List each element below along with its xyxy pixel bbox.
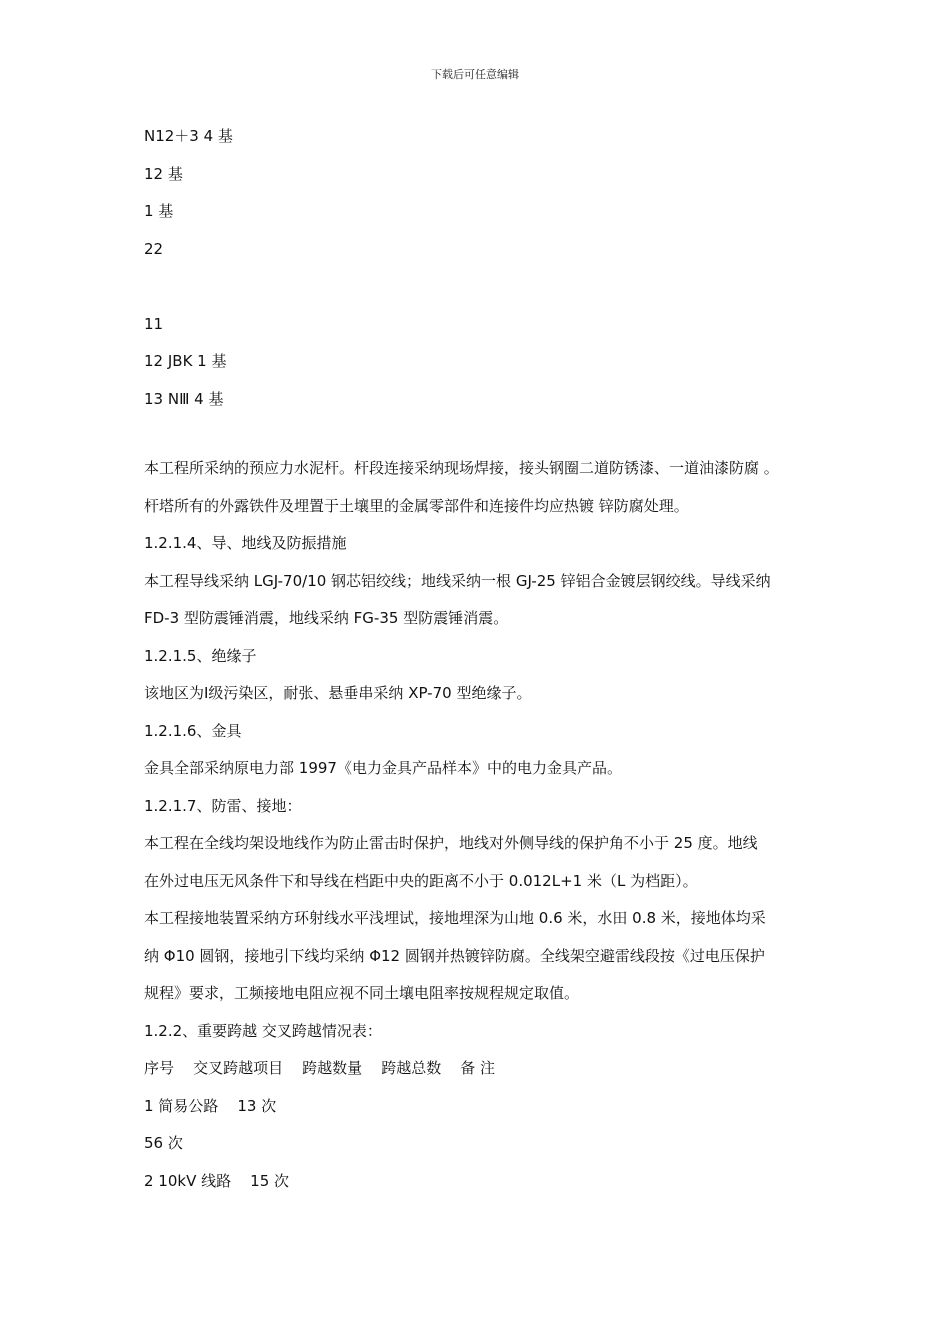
tower-line: 11 xyxy=(144,314,164,333)
document-body xyxy=(144,124,824,1206)
section-heading-conductor: 1.2.1.4、导、地线及防振措施 xyxy=(144,534,347,552)
paragraph-conductor-2: FD-3 型防震锤消震，地线采纳 FG-35 型防震锤消震。 xyxy=(144,609,509,627)
paragraph-lightning-1: 本工程在全线均架设地线作为防止雷击时保护，地线对外侧导线的保护角不小于 25 度。地线 xyxy=(144,834,758,852)
tower-line: 22 xyxy=(144,239,164,258)
crossing-table-row: 56 次 xyxy=(144,1134,183,1152)
paragraph-lightning-2: 在外过电压无风条件下和导线在档距中央的距离不小于 0.012L+1 米（L 为档距）。 xyxy=(144,871,698,890)
paragraph-pole-2: 杆塔所有的外露铁件及埋置于土壤里的金属零部件和连接件均应热镀 锌防腐处理。 xyxy=(144,496,689,515)
section-heading-crossing: 1.2.2、重要跨越 交叉跨越情况表： xyxy=(144,1021,382,1040)
crossing-table-row: 2 10kV 线路 15 次 xyxy=(144,1171,290,1190)
tower-line: 1 基 xyxy=(144,202,174,220)
paragraph-fittings: 金具全部采纳原电力部 1997《电力金具产品样本》中的电力金具产品。 xyxy=(144,759,622,777)
section-heading-fittings: 1.2.1.6、金具 xyxy=(144,721,242,740)
blank-line xyxy=(144,424,824,456)
tower-line: 12 基 xyxy=(144,164,183,183)
crossing-table-header: 序号 交叉跨越项目 跨越数量 跨越总数 备 注 xyxy=(144,1059,496,1077)
paragraph-grounding-3: 规程》要求，工频接地电阻应视不同土壤电阻率按规程规定取值。 xyxy=(144,984,580,1002)
section-heading-insulator: 1.2.1.5、绝缘子 xyxy=(144,646,257,665)
section-heading-lightning: 1.2.1.7、防雷、接地： xyxy=(144,796,302,815)
paragraph-grounding-1: 本工程接地装置采纳方环射线水平浅埋试，接地埋深为山地 0.6 米，水田 0.8 米，接地体均采 xyxy=(144,909,766,927)
paragraph-grounding-2: 纳 Φ10 圆钢，接地引下线均采纳 Φ12 圆钢并热镀锌防腐。全线架空避雷线段按《过电压保护 xyxy=(144,946,765,965)
paragraph-insulator: 该地区为Ⅰ级污染区，耐张、悬垂串采纳 XP-70 型绝缘子。 xyxy=(144,684,532,702)
paragraph-conductor-1: 本工程导线采纳 LGJ-70/10 钢芯铝绞线；地线采纳一根 GJ-25 锌铝合金镀层钢绞线。导线采纳 xyxy=(144,571,771,590)
paragraph-pole-1: 本工程所采纳的预应力水泥杆。杆段连接采纳现场焊接，接头钢圈二道防锈漆、一道油漆防腐 。 xyxy=(144,459,779,477)
blank-line xyxy=(144,274,824,312)
tower-line: N12＋3 4 基 xyxy=(144,127,233,145)
crossing-table-row: 1 简易公路 13 次 xyxy=(144,1096,277,1115)
tower-line: 13 NⅢ 4 基 xyxy=(144,389,224,408)
page-header: 下载后可任意编辑 xyxy=(431,68,519,81)
tower-line: 12 JBK 1 基 xyxy=(144,352,227,370)
